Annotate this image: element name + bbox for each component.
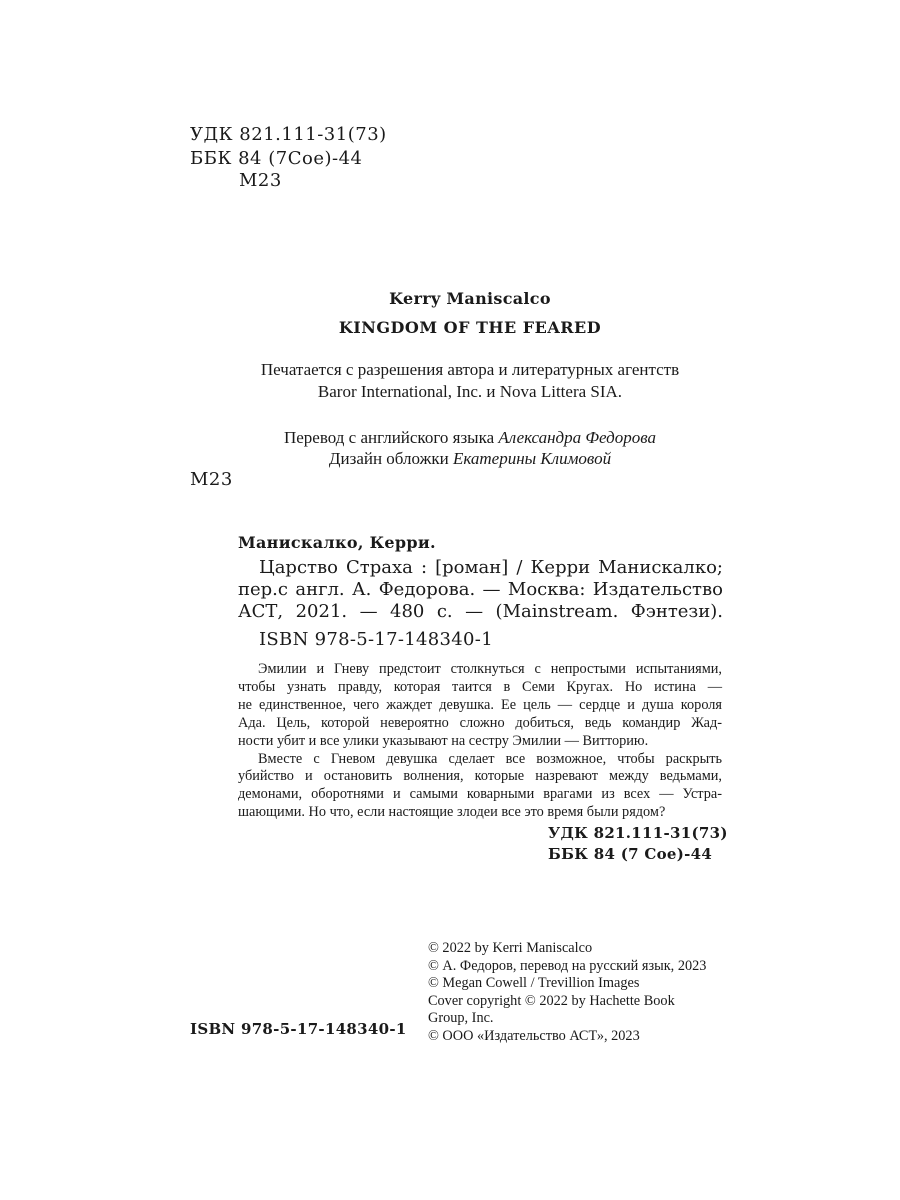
author-mark-top: М23 xyxy=(239,170,282,191)
bbk-code-top: ББК 84 (7Сое)-44 xyxy=(190,148,363,169)
translator-name: Александра Федорова xyxy=(498,428,657,447)
annotation-line: ности убит и все улики указывают на сестру Эмилии — Витторию. xyxy=(238,732,649,749)
bib-description-line: пер.с англ. А. Федорова. — Москва: Издательство xyxy=(238,579,723,600)
bib-description xyxy=(238,557,723,623)
original-author: Kerry Maniscalco xyxy=(389,289,551,308)
original-title: KINGDOM OF THE FEARED xyxy=(338,318,602,337)
bib-description-line: АСТ, 2021. — 480 с. — (Mainstream. Фэнтези). xyxy=(238,601,723,622)
copyright-line: Group, Inc. xyxy=(428,1010,494,1026)
copyright-line: © А. Федоров, перевод на русский язык, 2023 xyxy=(428,957,707,974)
annotation-line: убийство и остановить волнения, которые назревают между ведьмами, xyxy=(238,768,722,785)
bib-description-line: Царство Страха : [роман] / Керри Манискалко; xyxy=(259,557,723,578)
udk-code-top: УДК 821.111-31(73) xyxy=(190,124,387,145)
bib-isbn: ISBN 978-5-17-148340-1 xyxy=(259,629,493,650)
isbn-bottom: ISBN 978-5-17-148340-1 xyxy=(190,1020,407,1038)
copyright-block xyxy=(428,940,706,1045)
annotation-line: шающими. Но что, если настоящие злодеи все это время были рядом? xyxy=(238,804,666,821)
bib-heading: Манискалко, Керри. xyxy=(238,533,436,552)
annotation-line: Эмилии и Гневу предстоит столкнуться с непростыми испытаниями, xyxy=(258,661,722,677)
udk-code-bottom: УДК 821.111-31(73) xyxy=(548,824,728,842)
annotation xyxy=(238,661,722,822)
author-mark: М23 xyxy=(190,469,233,490)
annotation-line: не единственное, чего жаждет девушка. Ее цель — сердце и душа короля xyxy=(238,696,722,713)
permission-line-1: Печатается с разрешения автора и литературных агентств xyxy=(260,360,680,379)
copyright-line: Cover copyright © 2022 by Hachette Book xyxy=(428,992,675,1009)
annotation-line: демонами, оборотнями и самыми коварными врагами из всех — Устра- xyxy=(238,786,722,803)
annotation-line: Ада. Цель, которой невероятно сложно добиться, ведь командир Жад- xyxy=(238,714,722,731)
bbk-code-bottom: ББК 84 (7 Сое)-44 xyxy=(548,845,713,863)
annotation-line: Вместе с Гневом девушка сделает все возможное, чтобы раскрыть xyxy=(258,750,722,767)
copyright-line: © ООО «Издательство АСТ», 2023 xyxy=(428,1027,640,1044)
designer-name: Екатерины Климовой xyxy=(452,449,612,468)
design-prefix: Дизайн обложки xyxy=(328,449,453,468)
copyright-line: © 2022 by Kerri Maniscalco xyxy=(428,940,593,956)
translation-credit xyxy=(180,427,760,448)
annotation-line: чтобы узнать правду, которая таится в Семи Кругах. Но истина — xyxy=(238,678,722,695)
copyright-line: © Megan Cowell / Trevillion Images xyxy=(428,975,640,991)
permission-line-2: Baror International, Inc. и Nova Littera SIA. xyxy=(317,382,623,401)
translation-prefix: Перевод с английского языка xyxy=(283,428,499,447)
design-credit xyxy=(180,448,760,469)
